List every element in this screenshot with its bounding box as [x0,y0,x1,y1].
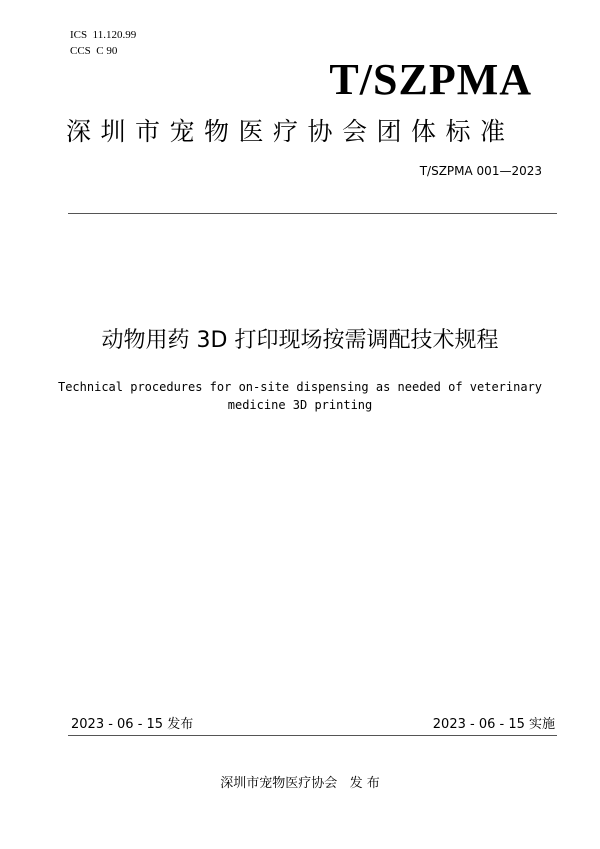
ics-code: ICS 11.120.99 [70,29,137,41]
bottom-divider [68,735,557,736]
document-title-english [40,378,560,414]
document-title-chinese: 动物用药 3D 打印现场按需调配技术规程 [101,328,499,353]
english-title-line-2: medicine 3D printing [227,398,373,412]
standard-number: T/SZPMA 001—2023 [419,164,542,178]
top-divider [68,213,557,214]
standard-brand-mark: T/SZPMA [329,55,532,104]
publish-date: 2023 - 06 - 15 发布 [71,717,194,732]
organization-standard-label: 深圳市宠物医疗协会团体标准 [66,117,515,146]
issuing-organization: 深圳市宠物医疗协会 发 布 [220,776,380,791]
ccs-code: CCS C 90 [70,45,118,57]
english-title-line-1: Technical procedures for on-site dispensing as needed of veterinary [57,380,543,394]
implementation-date: 2023 - 06 - 15 实施 [432,717,555,732]
